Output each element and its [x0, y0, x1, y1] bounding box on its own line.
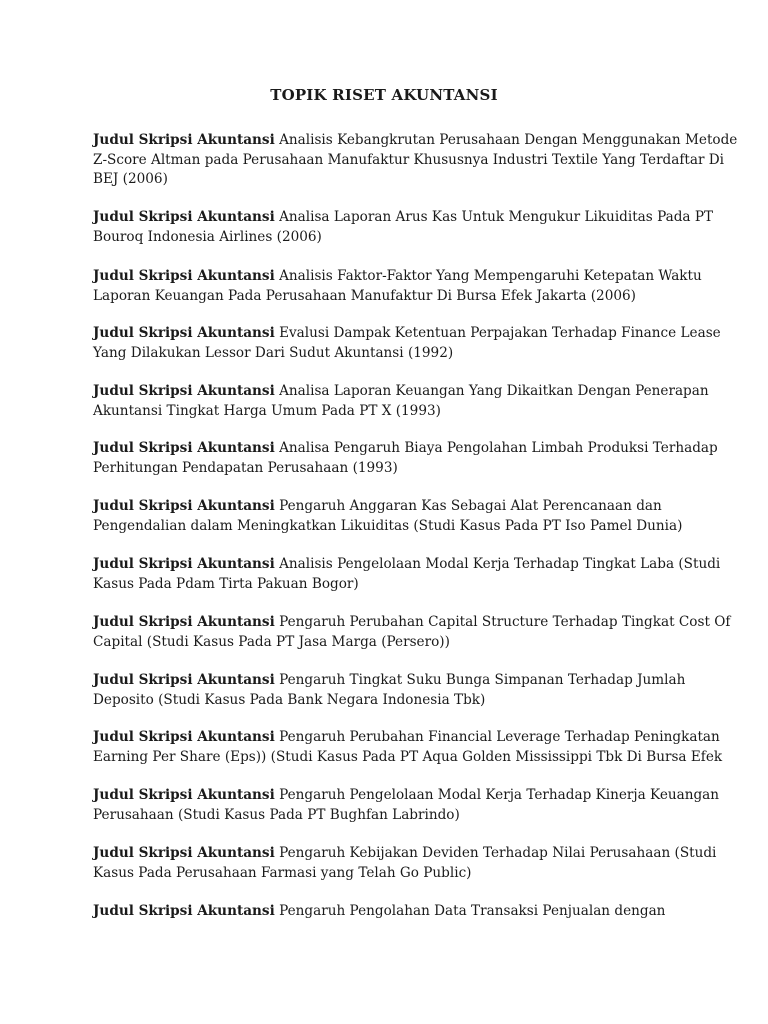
entry-text: Pengaruh Perubahan Capital Structure Terhadap Tingkat Cost Of [279, 614, 731, 630]
entry-text: Analisis Kebangkrutan Perusahaan Dengan Menggunakan Metode [279, 132, 738, 148]
entry-line [93, 131, 738, 151]
entry-line: Z-Score Altman pada Perusahaan Manufaktur Khususnya Industri Textile Yang Terdaftar Di [93, 151, 725, 168]
research-topic-entry [93, 497, 683, 536]
document-title: TOPIK RISET AKUNTANSI [270, 86, 498, 104]
entry-lead: Judul Skripsi Akuntansi [93, 209, 275, 225]
entry-text: Pengaruh Kebijakan Deviden Terhadap Nilai Perusahaan (Studi [279, 845, 717, 861]
research-topic-entry [93, 555, 721, 594]
entry-line: Laporan Keuangan Pada Perusahaan Manufaktur Di Bursa Efek Jakarta (2006) [93, 287, 636, 304]
entry-lead: Judul Skripsi Akuntansi [93, 787, 275, 803]
research-topic-entry [93, 844, 717, 883]
entry-line: BEJ (2006) [93, 171, 168, 187]
research-topic-entry [93, 267, 702, 306]
entry-line: Deposito (Studi Kasus Pada Bank Negara Indonesia Tbk) [93, 691, 486, 708]
entry-line: Kasus Pada Pdam Tirta Pakuan Bogor) [93, 575, 359, 592]
entry-lead: Judul Skripsi Akuntansi [93, 268, 275, 284]
entry-line [93, 786, 720, 806]
entry-line [93, 497, 683, 517]
entry-line [93, 613, 731, 633]
research-topic-entry [93, 208, 714, 247]
research-topic-entry [93, 382, 709, 421]
entry-lead: Judul Skripsi Akuntansi [93, 383, 275, 399]
entry-line: Perusahaan (Studi Kasus Pada PT Bughfan Labrindo) [93, 806, 460, 823]
entry-text: Pengaruh Anggaran Kas Sebagai Alat Perencanaan dan [279, 498, 662, 514]
entry-lead: Judul Skripsi Akuntansi [93, 498, 275, 514]
entry-text: Pengaruh Pengelolaan Modal Kerja Terhadap Kinerja Keuangan [279, 787, 720, 803]
research-topic-entry [93, 613, 731, 652]
entry-line: Capital (Studi Kasus Pada PT Jasa Marga (Persero)) [93, 633, 450, 650]
entry-text: Analisa Laporan Arus Kas Untuk Mengukur Likuiditas Pada PT [279, 209, 714, 225]
research-topic-entry [93, 131, 738, 190]
research-topic-entry [93, 786, 720, 825]
entry-line [93, 439, 718, 459]
entry-lead: Judul Skripsi Akuntansi [93, 845, 275, 861]
entry-text: Analisa Pengaruh Biaya Pengolahan Limbah Produksi Terhadap [279, 440, 718, 456]
research-topic-entry [93, 439, 718, 478]
entry-line: Akuntansi Tingkat Harga Umum Pada PT X (1993) [93, 402, 441, 419]
entry-lead: Judul Skripsi Akuntansi [93, 556, 275, 572]
entry-lead: Judul Skripsi Akuntansi [93, 440, 275, 456]
entry-lead: Judul Skripsi Akuntansi [93, 614, 275, 630]
entry-line [93, 208, 714, 228]
entry-text: Pengaruh Pengolahan Data Transaksi Penjualan dengan [279, 903, 666, 919]
entry-lead: Judul Skripsi Akuntansi [93, 325, 275, 341]
entry-text: Evalusi Dampak Ketentuan Perpajakan Terhadap Finance Lease [279, 325, 721, 341]
entry-line [93, 324, 721, 344]
entry-text: Pengaruh Perubahan Financial Leverage Terhadap Peningkatan [279, 729, 720, 745]
entry-line [93, 267, 702, 287]
entry-line [93, 728, 720, 748]
entry-lead: Judul Skripsi Akuntansi [93, 672, 275, 688]
entry-lead: Judul Skripsi Akuntansi [93, 132, 275, 148]
research-topic-entry [93, 902, 683, 922]
entry-line: Bouroq Indonesia Airlines (2006) [93, 228, 322, 245]
entry-text: Analisis Faktor-Faktor Yang Mempengaruhi Ketepatan Waktu [279, 268, 702, 284]
entry-line: Kasus Pada Perusahaan Farmasi yang Telah Go Public) [93, 864, 472, 881]
entry-line [93, 844, 717, 864]
entry-line: Pengendalian dalam Meningkatkan Likuiditas (Studi Kasus Pada PT Iso Pamel Dunia) [93, 517, 683, 534]
entry-line: Yang Dilakukan Lessor Dari Sudut Akuntansi (1992) [93, 344, 454, 361]
entry-line: Perhitungan Pendapatan Perusahaan (1993) [93, 459, 398, 476]
entry-text: Analisa Laporan Keuangan Yang Dikaitkan Dengan Penerapan [279, 383, 709, 399]
research-topic-entry [93, 671, 686, 710]
entry-text: Analisis Pengelolaan Modal Kerja Terhadap Tingkat Laba (Studi [279, 556, 721, 572]
entry-lead: Judul Skripsi Akuntansi [93, 903, 275, 919]
entry-line [93, 555, 721, 575]
research-topic-entry [93, 324, 721, 363]
entry-line [93, 902, 683, 922]
research-topic-entry [93, 728, 723, 767]
entry-line [93, 382, 709, 402]
entry-text: Pengaruh Tingkat Suku Bunga Simpanan Terhadap Jumlah [279, 672, 686, 688]
entry-lead: Judul Skripsi Akuntansi [93, 729, 275, 745]
entry-line [93, 671, 686, 691]
entry-line: Earning Per Share (Eps)) (Studi Kasus Pada PT Aqua Golden Mississippi Tbk Di Bursa Efek [93, 748, 723, 765]
